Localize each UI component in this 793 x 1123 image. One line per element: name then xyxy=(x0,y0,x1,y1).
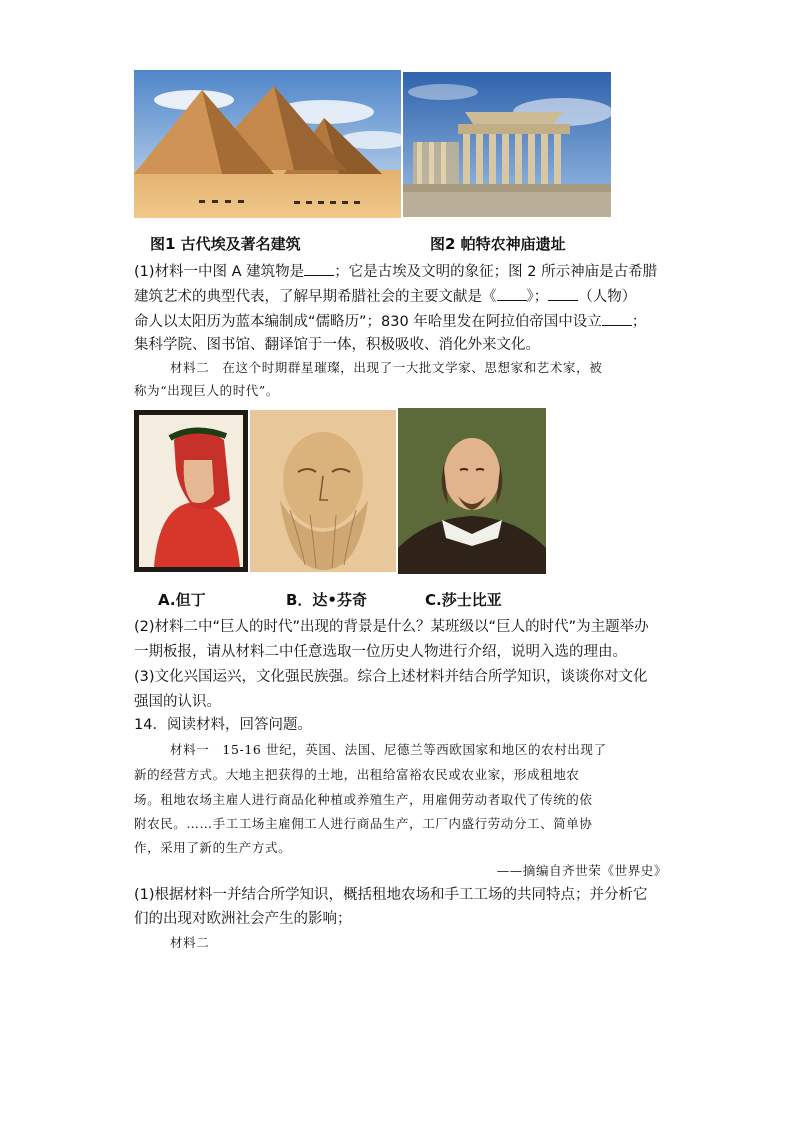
q2-line1: (2)材料二中“巨人的时代”出现的背景是什么？某班级以“巨人的时代”为主题举办 xyxy=(134,619,649,635)
parthenon-photo xyxy=(403,72,611,217)
dante-illustration xyxy=(134,410,248,572)
material2-line1: 材料二 在这个时期群星璀璨，出现了一大批文学家、思想家和艺术家，被 xyxy=(170,360,603,375)
da-vinci-portrait xyxy=(250,410,396,572)
pyramids-photo xyxy=(134,70,401,218)
shakespeare-portrait xyxy=(398,408,546,574)
figure1-caption: 图1 古代埃及著名建筑 xyxy=(150,235,301,253)
q1-line3: 命人以太阳历为蓝本编制成“儒略历”；830 年哈里发在阿拉伯帝国中设立 ； xyxy=(134,310,646,332)
material2-line2: 称为“出现巨人的时代”。 xyxy=(134,383,279,398)
answer-blank xyxy=(548,285,578,301)
q14-material1-line1: 材料一 15-16 世纪，英国、法国、尼德兰等西欧国家和地区的农村出现了 xyxy=(170,742,607,757)
q1-line1: (1)材料一中图 A 建筑物是 ；它是古埃及文明的象征；图 2 所示神庙是古希腊 xyxy=(134,260,657,282)
q14-sub1-line2: 们的出现对欧洲社会产生的影响； xyxy=(134,911,352,927)
q14-material1-line5: 作，采用了新的生产方式。 xyxy=(134,840,292,855)
q14-material1-line4: 附农民。……手工工场主雇佣工人进行商品生产，工厂内盛行劳动分工、简单协 xyxy=(134,816,593,831)
portrait-b-caption: B．达•芬奇 xyxy=(286,591,368,609)
answer-blank xyxy=(497,285,527,301)
figure2-caption: 图2 帕特农神庙遗址 xyxy=(430,235,566,253)
answer-blank xyxy=(304,260,334,276)
parthenon-illustration xyxy=(403,72,611,217)
q1-line2: 建筑艺术的典型代表，了解早期希腊社会的主要文献是《 》； （人物） xyxy=(134,285,636,307)
dante-portrait xyxy=(134,410,248,572)
shakespeare-illustration xyxy=(398,408,546,574)
q2-line2: 一期板报，请从材料二中任意选取一位历史人物进行介绍，说明入选的理由。 xyxy=(134,644,627,660)
q3-line1: (3)文化兴国运兴，文化强民族强。综合上述材料并结合所学知识，谈谈你对文化 xyxy=(134,669,648,685)
da-vinci-illustration xyxy=(250,410,396,572)
q14-sub1-line1: (1)根据材料一并结合所学知识，概括租地农场和手工工场的共同特点；并分析它 xyxy=(134,887,648,903)
q14-title: 14．阅读材料，回答问题。 xyxy=(134,717,312,733)
q14-source: ——摘编自齐世荣《世界史》 xyxy=(496,863,667,878)
q14-material1-line3: 场。租地农场主雇人进行商品化种植或养殖生产，用雇佣劳动者取代了传统的依 xyxy=(134,792,593,807)
q1-line4: 集科学院、图书馆、翻译馆于一体，积极吸收、消化外来文化。 xyxy=(134,337,540,353)
portrait-a-caption: A.但丁 xyxy=(158,591,206,609)
portrait-c-caption: C.莎士比亚 xyxy=(425,591,502,609)
q14-material1-line2: 新的经营方式。大地主把获得的土地，出租给富裕农民或农业家，形成租地农 xyxy=(134,767,580,782)
answer-blank xyxy=(602,310,632,326)
q14-material2-label: 材料二 xyxy=(170,935,210,950)
pyramids-illustration xyxy=(134,70,401,218)
q3-line2: 强国的认识。 xyxy=(134,694,221,710)
